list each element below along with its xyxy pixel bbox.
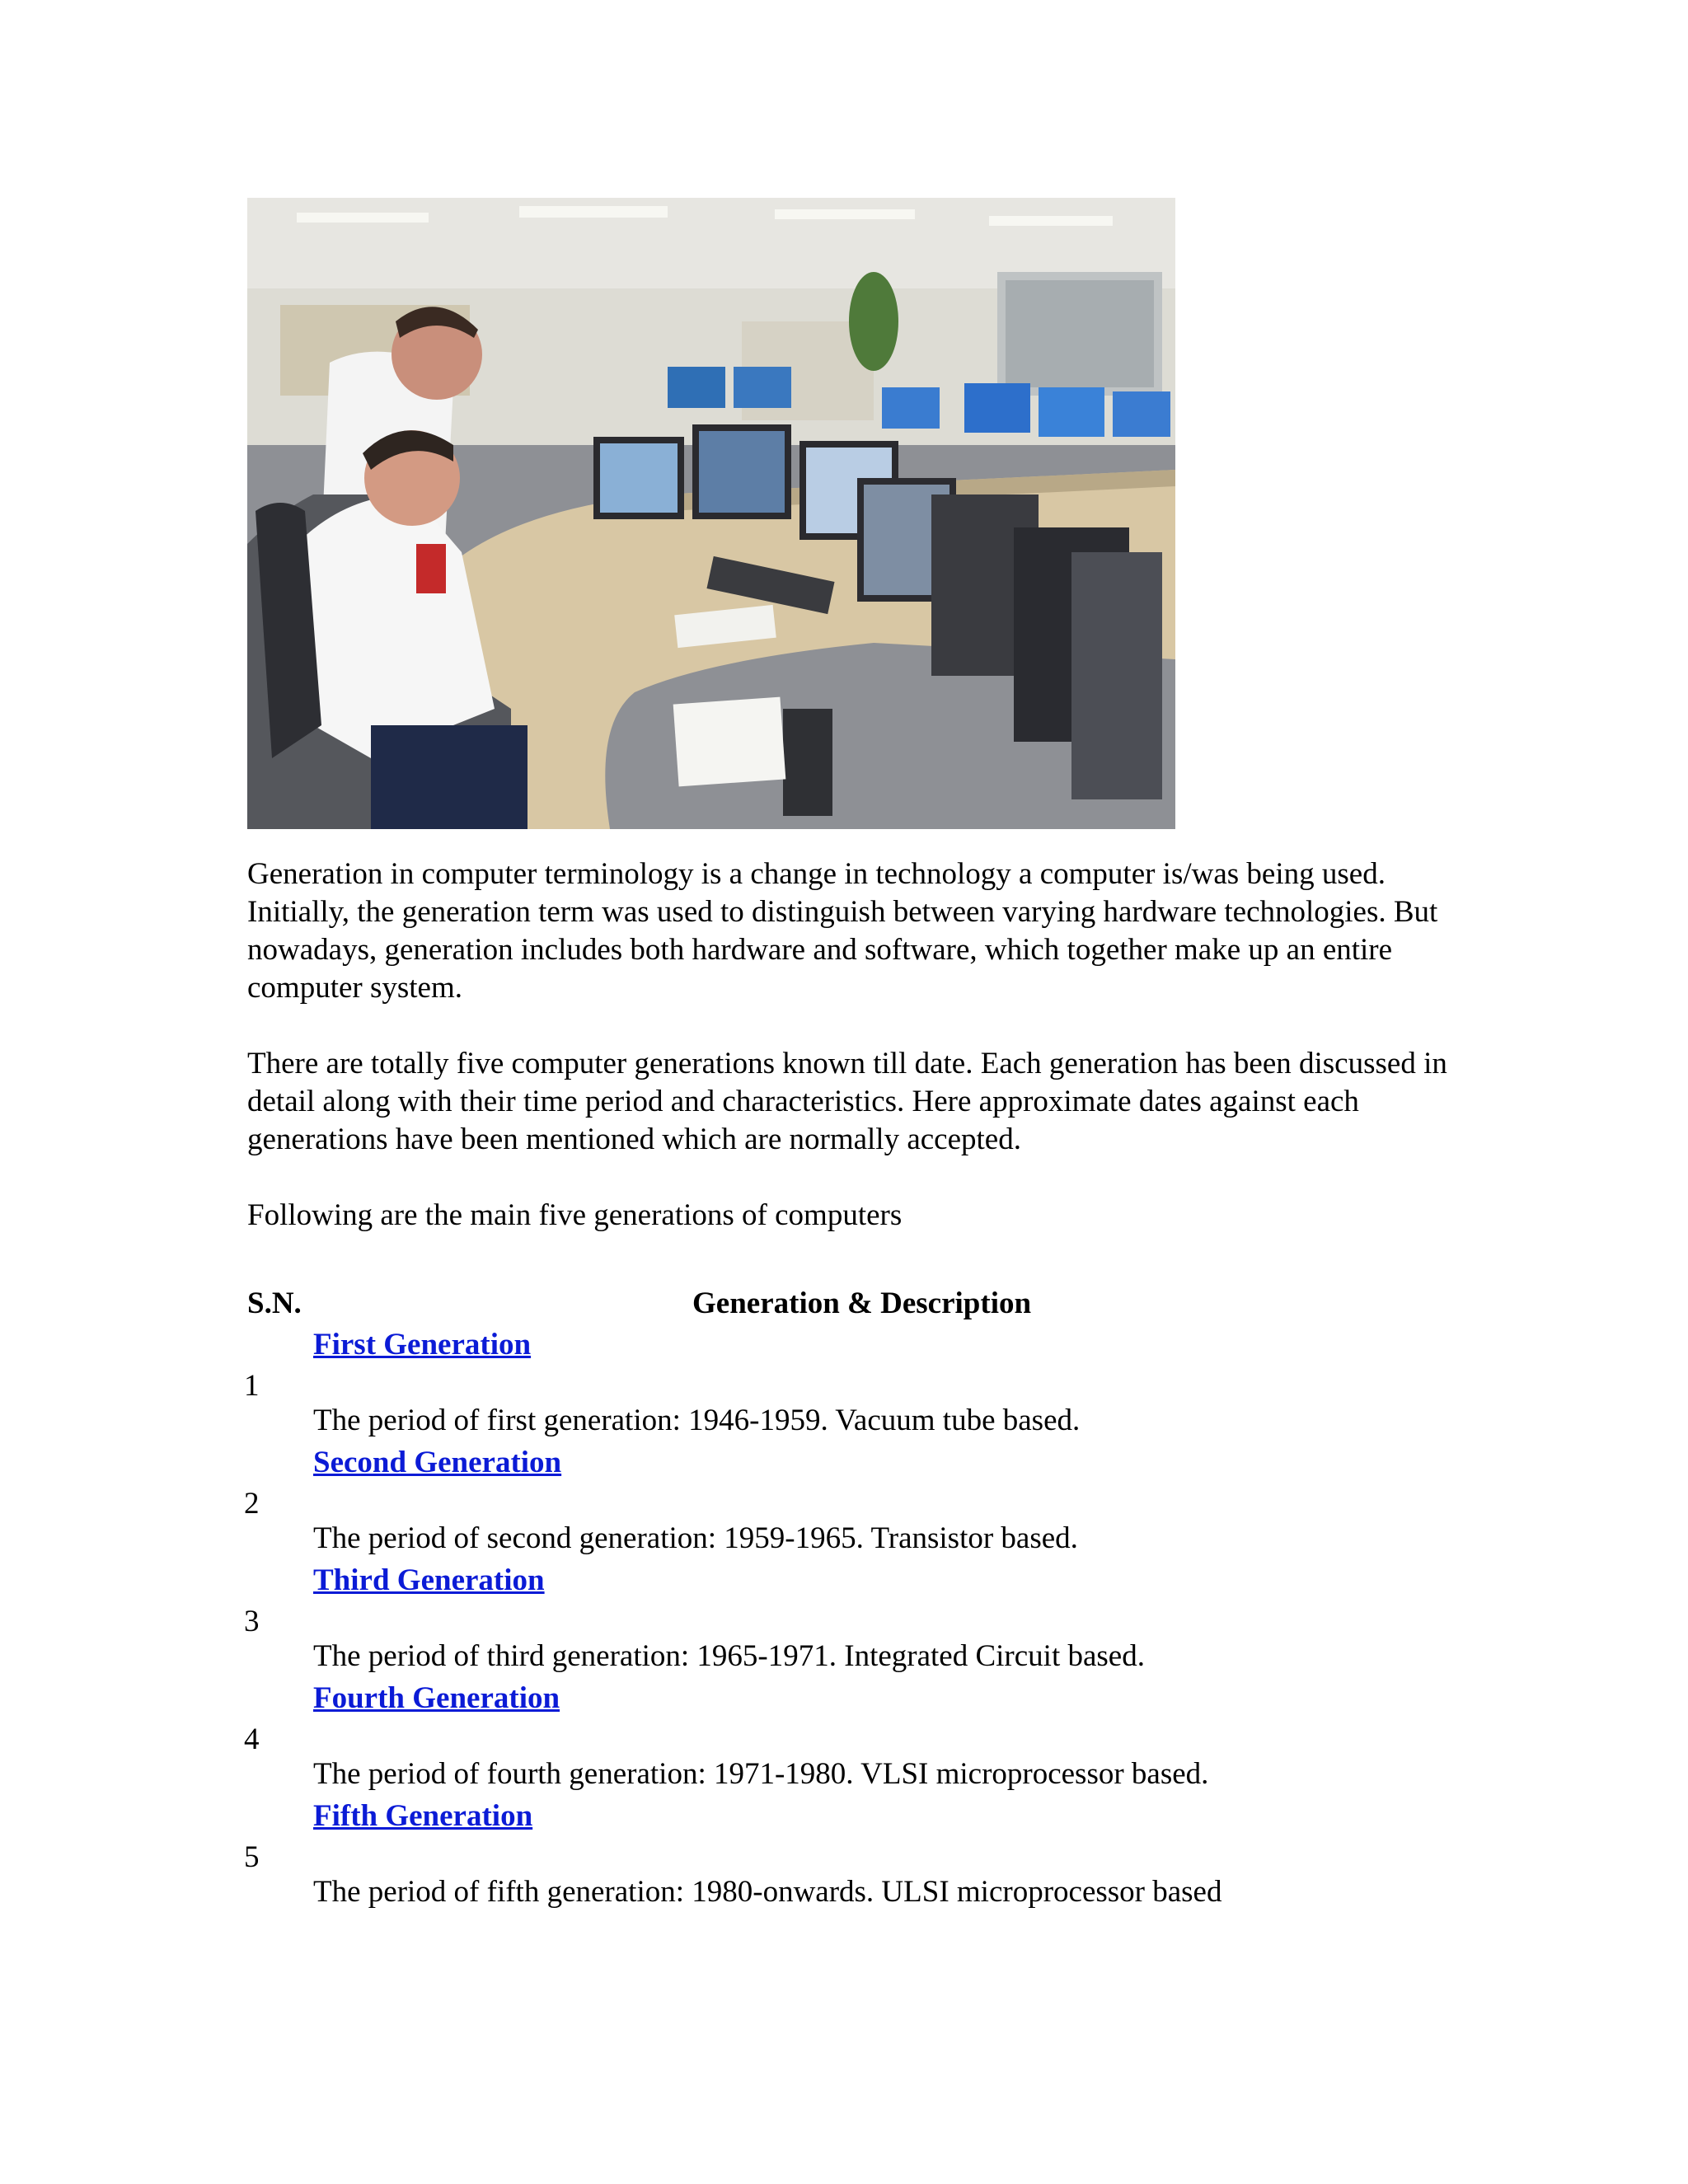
row-number: 2 <box>244 1487 260 1521</box>
fifth-generation-link[interactable]: Fifth Generation <box>313 1799 533 1833</box>
row-number: 5 <box>244 1840 260 1874</box>
row-number: 1 <box>244 1369 260 1403</box>
table-header-row <box>247 1286 1451 1327</box>
intro-paragraph <box>247 855 1451 1007</box>
table-row <box>244 1445 1451 1563</box>
five-generations-paragraph <box>247 1045 1451 1159</box>
row-description: The period of first generation: 1946-1959. Vacuum tube based. <box>313 1404 1081 1437</box>
generations-table <box>244 1286 1451 1916</box>
fourth-generation-link[interactable]: Fourth Generation <box>313 1681 560 1715</box>
row-number: 3 <box>244 1605 260 1638</box>
row-description: The period of fifth generation: 1980-onwards. ULSI microprocessor based <box>313 1875 1222 1909</box>
table-row <box>244 1680 1451 1798</box>
row-description: The period of second generation: 1959-1965. Transistor based. <box>313 1521 1078 1555</box>
control-room-illustration <box>247 198 1175 829</box>
row-description: The period of third generation: 1965-1971. Integrated Circuit based. <box>313 1639 1145 1673</box>
table-row <box>244 1563 1451 1680</box>
second-generation-link[interactable]: Second Generation <box>313 1446 562 1479</box>
table-row <box>244 1798 1451 1916</box>
table-row <box>244 1327 1451 1445</box>
header-generation-description: Generation & Description <box>692 1286 1032 1320</box>
following-text: Following are the main five generations of computers <box>247 1198 903 1232</box>
row-number: 4 <box>244 1722 260 1756</box>
header-sn: S.N. <box>247 1286 302 1320</box>
intro-text: Generation in computer terminology is a change in technology a computer is/was being used. Initially, the generation term was used to distinguish between varying hardware technologies. But nowadays, generation includes both hardware and software, which together make up an entire computer system. <box>247 857 1438 1005</box>
first-generation-link[interactable]: First Generation <box>313 1328 532 1361</box>
control-room-photo <box>247 198 1175 829</box>
row-description: The period of fourth generation: 1971-1980. VLSI microprocessor based. <box>313 1757 1209 1791</box>
third-generation-link[interactable]: Third Generation <box>313 1563 545 1597</box>
five-generations-text: There are totally five computer generations known till date. Each generation has been discussed in detail along with their time period and characteristics. Here approximate dates against each generations have been mentioned which are normally accepted. <box>247 1047 1447 1156</box>
following-paragraph <box>247 1197 1451 1235</box>
